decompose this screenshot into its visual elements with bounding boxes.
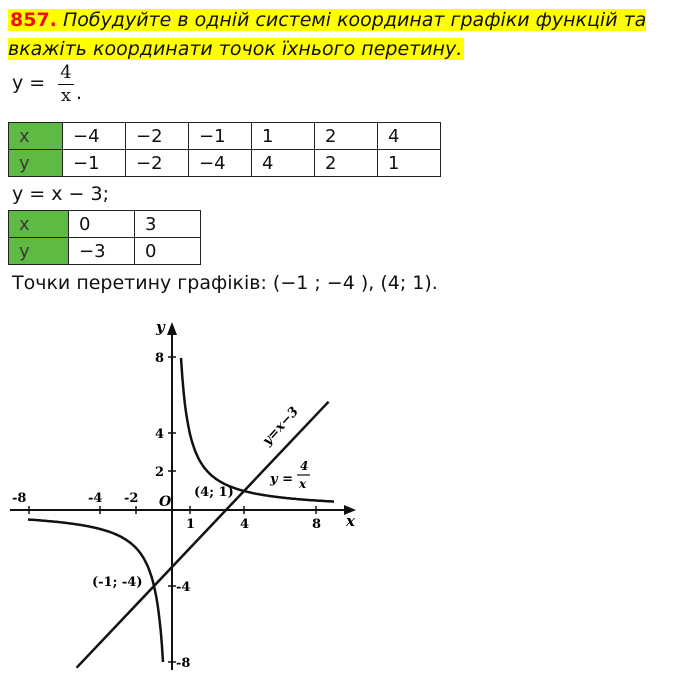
- table-row-y: [9, 238, 201, 265]
- y-axis-arrow: [167, 322, 177, 335]
- intersection-label-2: (-1; -4): [92, 575, 143, 590]
- table-cell: −3: [69, 238, 135, 265]
- y-tick-label: -8: [176, 656, 191, 671]
- table-cell: y: [9, 150, 63, 177]
- task-statement: [8, 6, 692, 64]
- x-axis-label: x: [346, 512, 355, 530]
- x-tick-label: 4: [240, 517, 250, 532]
- hyperbola-branch-positive: [181, 358, 334, 502]
- x-tick-label: -8: [12, 491, 27, 506]
- table-cell: 2: [315, 150, 378, 177]
- table-cell: −4: [189, 150, 252, 177]
- table-row-y: [9, 150, 441, 177]
- table-cell: 1: [252, 123, 315, 150]
- table-cell: 4: [378, 123, 441, 150]
- table-cell: −1: [189, 123, 252, 150]
- y-tick-label: 2: [155, 465, 165, 480]
- table-cell: 4: [252, 150, 315, 177]
- x-tick-label: -2: [124, 491, 139, 506]
- table-cell: x: [9, 123, 63, 150]
- y-tick-label: 8: [155, 351, 165, 366]
- hyperbola-label-denominator: x: [299, 477, 307, 491]
- task-text: Побудуйте в одній системі координат графіки функцій та вкажіть координати точок їхнього перетину.: [8, 9, 647, 60]
- y-tick-label: -4: [176, 580, 191, 595]
- table-cell: 1: [378, 150, 441, 177]
- coordinate-graph: [0, 300, 695, 685]
- y-axis-label: y: [156, 318, 165, 336]
- table-cell: −2: [126, 150, 189, 177]
- intersection-label-1: (4; 1): [194, 485, 234, 500]
- function1-denominator: x: [60, 85, 72, 106]
- y-tick-label: 4: [155, 427, 165, 442]
- x-tick-label: 8: [312, 517, 322, 532]
- task-number: 857.: [10, 9, 57, 31]
- function1-prefix: y =: [12, 72, 46, 94]
- hyperbola-label-prefix: y =: [270, 472, 293, 487]
- function1-fraction: [58, 64, 74, 105]
- table-cell: −2: [126, 123, 189, 150]
- table-cell: −1: [63, 150, 126, 177]
- line-label: y=x−3: [259, 404, 302, 449]
- table-cell: −4: [63, 123, 126, 150]
- answer-text: Точки перетину графіків: (−1 ; −4 ), (4; 1).: [12, 272, 438, 294]
- function2: y = x − 3;: [12, 183, 109, 205]
- table-cell: 0: [135, 238, 201, 265]
- hyperbola-label-numerator: 4: [300, 459, 309, 473]
- table-cell: y: [9, 238, 69, 265]
- table-cell: 3: [135, 211, 201, 238]
- x-tick-label: -4: [88, 491, 103, 506]
- table-cell: x: [9, 211, 69, 238]
- table-row-x: [9, 123, 441, 150]
- x-tick-label: 1: [186, 517, 196, 532]
- table-cell: 0: [69, 211, 135, 238]
- function1-numerator: 4: [60, 62, 72, 83]
- hyperbola-branch-negative: [28, 520, 163, 663]
- origin-label: O: [159, 494, 172, 510]
- table-function2: [8, 210, 201, 265]
- table-cell: 2: [315, 123, 378, 150]
- function1-suffix: .: [76, 82, 83, 104]
- table-function1: [8, 122, 441, 177]
- table-row-x: [9, 211, 201, 238]
